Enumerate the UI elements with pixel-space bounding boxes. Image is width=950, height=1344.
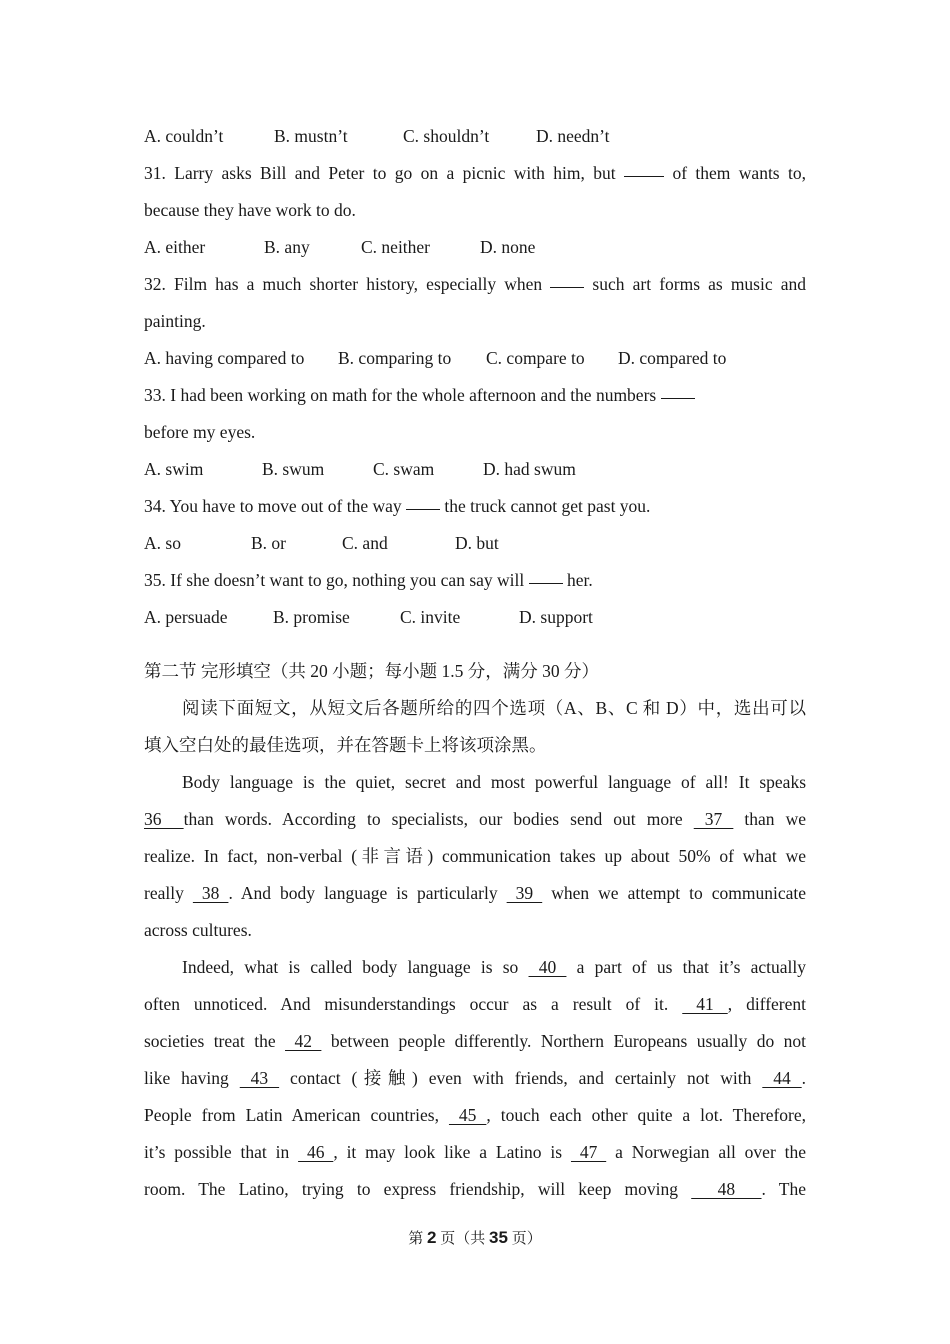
option-d: D. needn’t <box>536 126 610 146</box>
passage-line: across cultures. <box>144 920 252 940</box>
question-32: 32. Film has a much shorter history, especially when such art forms as music and <box>144 266 806 303</box>
blank-42: 42 <box>285 1031 322 1051</box>
section-instruction-cont: 填入空白处的最佳选项，并在答题卡上将该项涂黑。 <box>144 735 547 755</box>
page-footer: 第 2 页（共 35 页） <box>408 1228 542 1247</box>
passage-line: really 38 . And body language is particularly 39 when we attempt to communicate <box>144 883 806 903</box>
section-instruction: 阅读下面短文，从短文后各题所给的四个选项（A、B、C 和 D）中，选出可以 <box>182 698 806 718</box>
answer-blank <box>661 378 695 399</box>
option-a: A. having compared to <box>144 348 305 368</box>
passage-line: room. The Latino, trying to express friendship, will keep moving 48 . The <box>144 1179 806 1199</box>
passage-line: People from Latin American countries, 45 , touch each other quite a lot. Therefore, <box>144 1105 806 1125</box>
blank-41: 41 <box>682 994 728 1014</box>
question-35: 35. If she doesn’t want to go, nothing you can say will her. <box>144 562 806 599</box>
option-a: A. so <box>144 533 181 553</box>
q30-options <box>144 118 806 155</box>
q34-options <box>144 525 806 562</box>
question-34: 34. You have to move out of the way the truck cannot get past you. <box>144 488 806 525</box>
option-b: B. promise <box>273 607 350 627</box>
option-b: B. mustn’t <box>274 126 348 146</box>
question-31: 31. Larry asks Bill and Peter to go on a picnic with him, but of them wants to, <box>144 155 806 192</box>
passage-line: Indeed, what is called body language is so 40 a part of us that it’s actually <box>182 957 806 977</box>
question-32-cont: painting. <box>144 311 206 331</box>
section-heading: 第二节 完形填空（共 20 小题；每小题 1.5 分，满分 30 分） <box>144 661 599 681</box>
option-a: A. couldn’t <box>144 126 224 146</box>
passage-line: like having 43 contact (接触) even with friends, and certainly not with 44 . <box>144 1068 806 1088</box>
blank-40: 40 <box>528 957 567 977</box>
passage-line: societies treat the 42 between people differently. Northern Europeans usually do not <box>144 1031 806 1051</box>
option-d: D. compared to <box>618 348 727 368</box>
blank-46: 46 <box>298 1142 334 1162</box>
option-d: D. support <box>519 607 593 627</box>
q32-options <box>144 340 806 377</box>
option-c: C. swam <box>373 459 435 479</box>
option-c: C. shouldn’t <box>403 126 490 146</box>
blank-44: 44 <box>762 1068 802 1088</box>
question-33: 33. I had been working on math for the whole afternoon and the numbers <box>144 377 806 414</box>
question-31-cont: because they have work to do. <box>144 200 356 220</box>
blank-47: 47 <box>570 1142 607 1162</box>
option-c: C. neither <box>361 237 431 257</box>
option-a: A. persuade <box>144 607 228 627</box>
option-d: D. had swum <box>483 459 576 479</box>
blank-38: 38 <box>192 883 229 903</box>
blank-37: 37 <box>693 809 734 829</box>
passage-line: it’s possible that in 46 , it may look like a Latino is 47 a Norwegian all over the <box>144 1142 806 1162</box>
page-number: 2 <box>427 1228 437 1247</box>
blank-48: 48 <box>691 1179 762 1199</box>
passage-line: Body language is the quiet, secret and most powerful language of all! It speaks <box>182 772 806 792</box>
option-b: B. or <box>251 533 286 553</box>
passage-line: realize. In fact, non-verbal (非言语) communication takes up about 50% of what we <box>144 846 806 866</box>
option-a: A. either <box>144 237 206 257</box>
q31-options <box>144 229 806 266</box>
page-total: 35 <box>489 1228 508 1247</box>
option-b: B. comparing to <box>338 348 452 368</box>
answer-blank <box>406 489 440 510</box>
passage-line: often unnoticed. And misunderstandings occur as a result of it. 41 , different <box>144 994 806 1014</box>
q33-options <box>144 451 806 488</box>
blank-39: 39 <box>506 883 543 903</box>
blank-43: 43 <box>239 1068 280 1088</box>
question-33-cont: before my eyes. <box>144 422 256 442</box>
option-d: D. none <box>480 237 536 257</box>
option-b: B. any <box>264 237 310 257</box>
exam-page <box>144 118 806 1208</box>
answer-blank <box>529 563 563 584</box>
option-c: C. invite <box>400 607 461 627</box>
answer-blank <box>550 267 584 288</box>
option-c: C. and <box>342 533 388 553</box>
option-d: D. but <box>455 533 499 553</box>
passage-line: 36 than words. According to specialists, our bodies send out more 37 than we <box>144 809 806 829</box>
blank-45: 45 <box>448 1105 487 1125</box>
option-a: A. swim <box>144 459 204 479</box>
blank-36: 36 <box>144 809 184 829</box>
answer-blank <box>624 156 664 177</box>
option-b: B. swum <box>262 459 325 479</box>
option-c: C. compare to <box>486 348 585 368</box>
q35-options <box>144 599 806 636</box>
